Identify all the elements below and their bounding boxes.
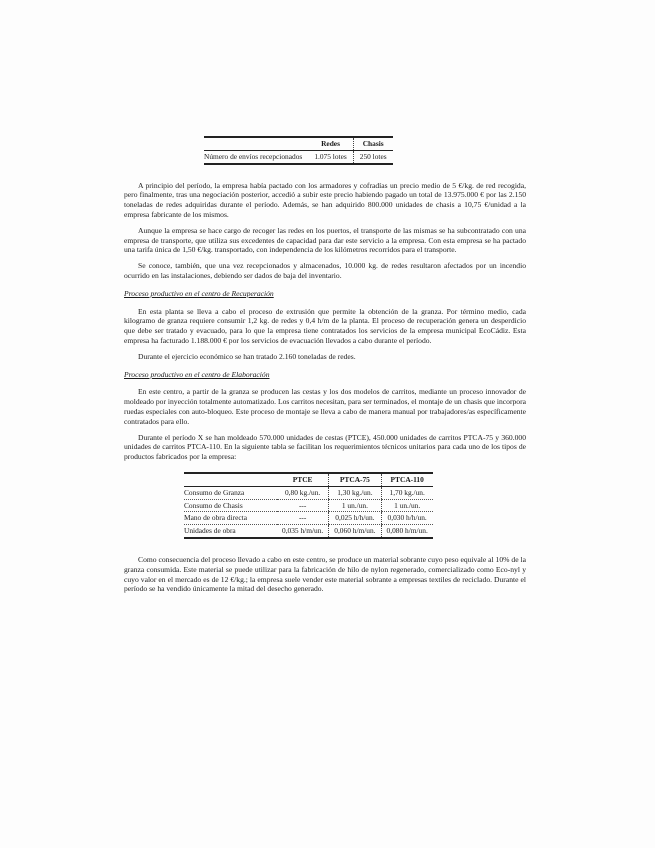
section-heading-recuperacion: Proceso productivo en el centro de Recuperación (124, 288, 274, 298)
paragraph-extrusion: En esta planta se lleva a cabo el proceso de extrusión que permite la obtención de la granza. Por término medio, cada kilogramo de granza requiere consumir 1,2 kg. de redes y 0,4 h/m de la planta. El proceso de recuperación genera un desperdicio que debe ser tratado y evacuado, para lo que la empresa tiene contratados los servicios de la empresa municipal EcoCádiz. Esta empresa ha facturado 1.188.000 € por los servicios de evacuación llevados a cabo durante el período. (124, 306, 526, 345)
table-row (184, 499, 433, 512)
table1-value-chasis: 250 lotes (353, 150, 392, 163)
cell: --- (277, 512, 329, 525)
cell: 1 un./un. (381, 499, 433, 512)
paragraph-byproduct: Como consecuencia del proceso llevado a cabo en este centro, se produce un material sobrante cuyo peso equivale al 10% de la granza consumida. Este material se puede utilizar para la fabricación de hilo de nylon regenerado, comercializado como Eco-nyl y cuyo valor en el mercado es de 12 €/kg.; la empresa suele vender este material sobrante a empresas textiles de reciclado. Durante el período se ha vendido únicamente la mitad del desecho generado. (124, 554, 526, 594)
cell: 1,30 kg./un. (329, 486, 381, 499)
cell: 1 un./un. (329, 499, 381, 512)
table2-header-ptca75: PTCA-75 (329, 473, 381, 486)
table-row (184, 525, 433, 538)
row-label: Mano de obra directa (184, 512, 277, 525)
section-heading-elaboracion: Proceso productivo en el centro de Elaboración (124, 369, 270, 379)
paragraph-prices: A principio del período, la empresa había pactado con los armadores y cofradías un precio medio de 5 €/kg. de red recogida, pero finalmente, tras una negociación posterior, accedió a subir este precio habiendo pagado un total de 13.975.000 € por las 2.150 toneladas de redes adquiridas durante el período. Además, se han adquirido 800.000 unidades de chasis a 10,75 €/unidad a la empresa fabricante de los mismos. (124, 180, 526, 219)
cell: 1,70 kg./un. (381, 486, 433, 499)
shipments-table (204, 136, 393, 165)
table1-value-redes: 1.075 lotes (308, 150, 353, 163)
row-label: Consumo de Granza (184, 486, 277, 499)
row-label: Unidades de obra (184, 525, 277, 538)
paragraph-treated: Durante el ejercicio económico se han tratado 2.160 toneladas de redes. (138, 351, 356, 361)
table-row (184, 512, 433, 525)
cell: 0,035 h/m/un. (277, 525, 329, 538)
cell: 0,80 kg./un. (277, 486, 329, 499)
cell: --- (277, 499, 329, 512)
document-body (124, 128, 526, 600)
paragraph-molding: En este centro, a partir de la granza se producen las cestas y los dos modelos de carritos, mediante un proceso innovador de moldeado por inyección totalmente automatizado. Los carritos necesitan, para ser terminados, el montaje de un chasis que incorpora ruedas especiales con auto-bloqueo. Este proceso de montaje se lleva a cabo de manera manual por trabajadores/as específicamente contratados para ello. (124, 387, 526, 426)
cell: 0,025 h/h/un. (329, 512, 381, 525)
paragraph-production: Durante el período X se han moldeado 570.000 unidades de cestas (PTCE), 450.000 unidades de carritos PTCA-75 y 360.000 unidades de carritos PTCA-110. En la siguiente tabla se facilitan los requerimientos técnicos unitarios para cada uno de los tipos de productos fabricados por la empresa: (124, 432, 526, 462)
cell: 0,030 h/h/un. (381, 512, 433, 525)
table-row (184, 486, 433, 499)
paragraph-transport: Aunque la empresa se hace cargo de recoger las redes en los puertos, el transporte de las mismas se ha subcontratado con una empresa de transporte, que utiliza sus excedentes de capacidad para dar este servicio a la empresa. Con esta empresa se ha pactado una tarifa única de 1,50 €/kg. transportado, con independencia de los kilómetros recorridos para el transporte. (124, 225, 526, 255)
cell: 0,060 h/m/un. (329, 525, 381, 538)
table2-header-ptce: PTCE (277, 473, 329, 486)
row-label: Consumo de Chasis (184, 499, 277, 512)
table1-row-label: Número de envíos recepcionados (204, 150, 308, 163)
table2-header-ptca110: PTCA-110 (381, 473, 433, 486)
table1-header-redes: Redes (308, 137, 353, 150)
cell: 0,080 h/m/un. (381, 525, 433, 538)
requirements-table (184, 472, 433, 539)
paragraph-fire: Se conoce, también, que una vez recepcionados y almacenados, 10.000 kg. de redes resultaron afectados por un incendio ocurrido en las instalaciones, debiendo ser dados de baja del inventario. (124, 261, 526, 280)
table1-header-chasis: Chasis (353, 137, 392, 150)
